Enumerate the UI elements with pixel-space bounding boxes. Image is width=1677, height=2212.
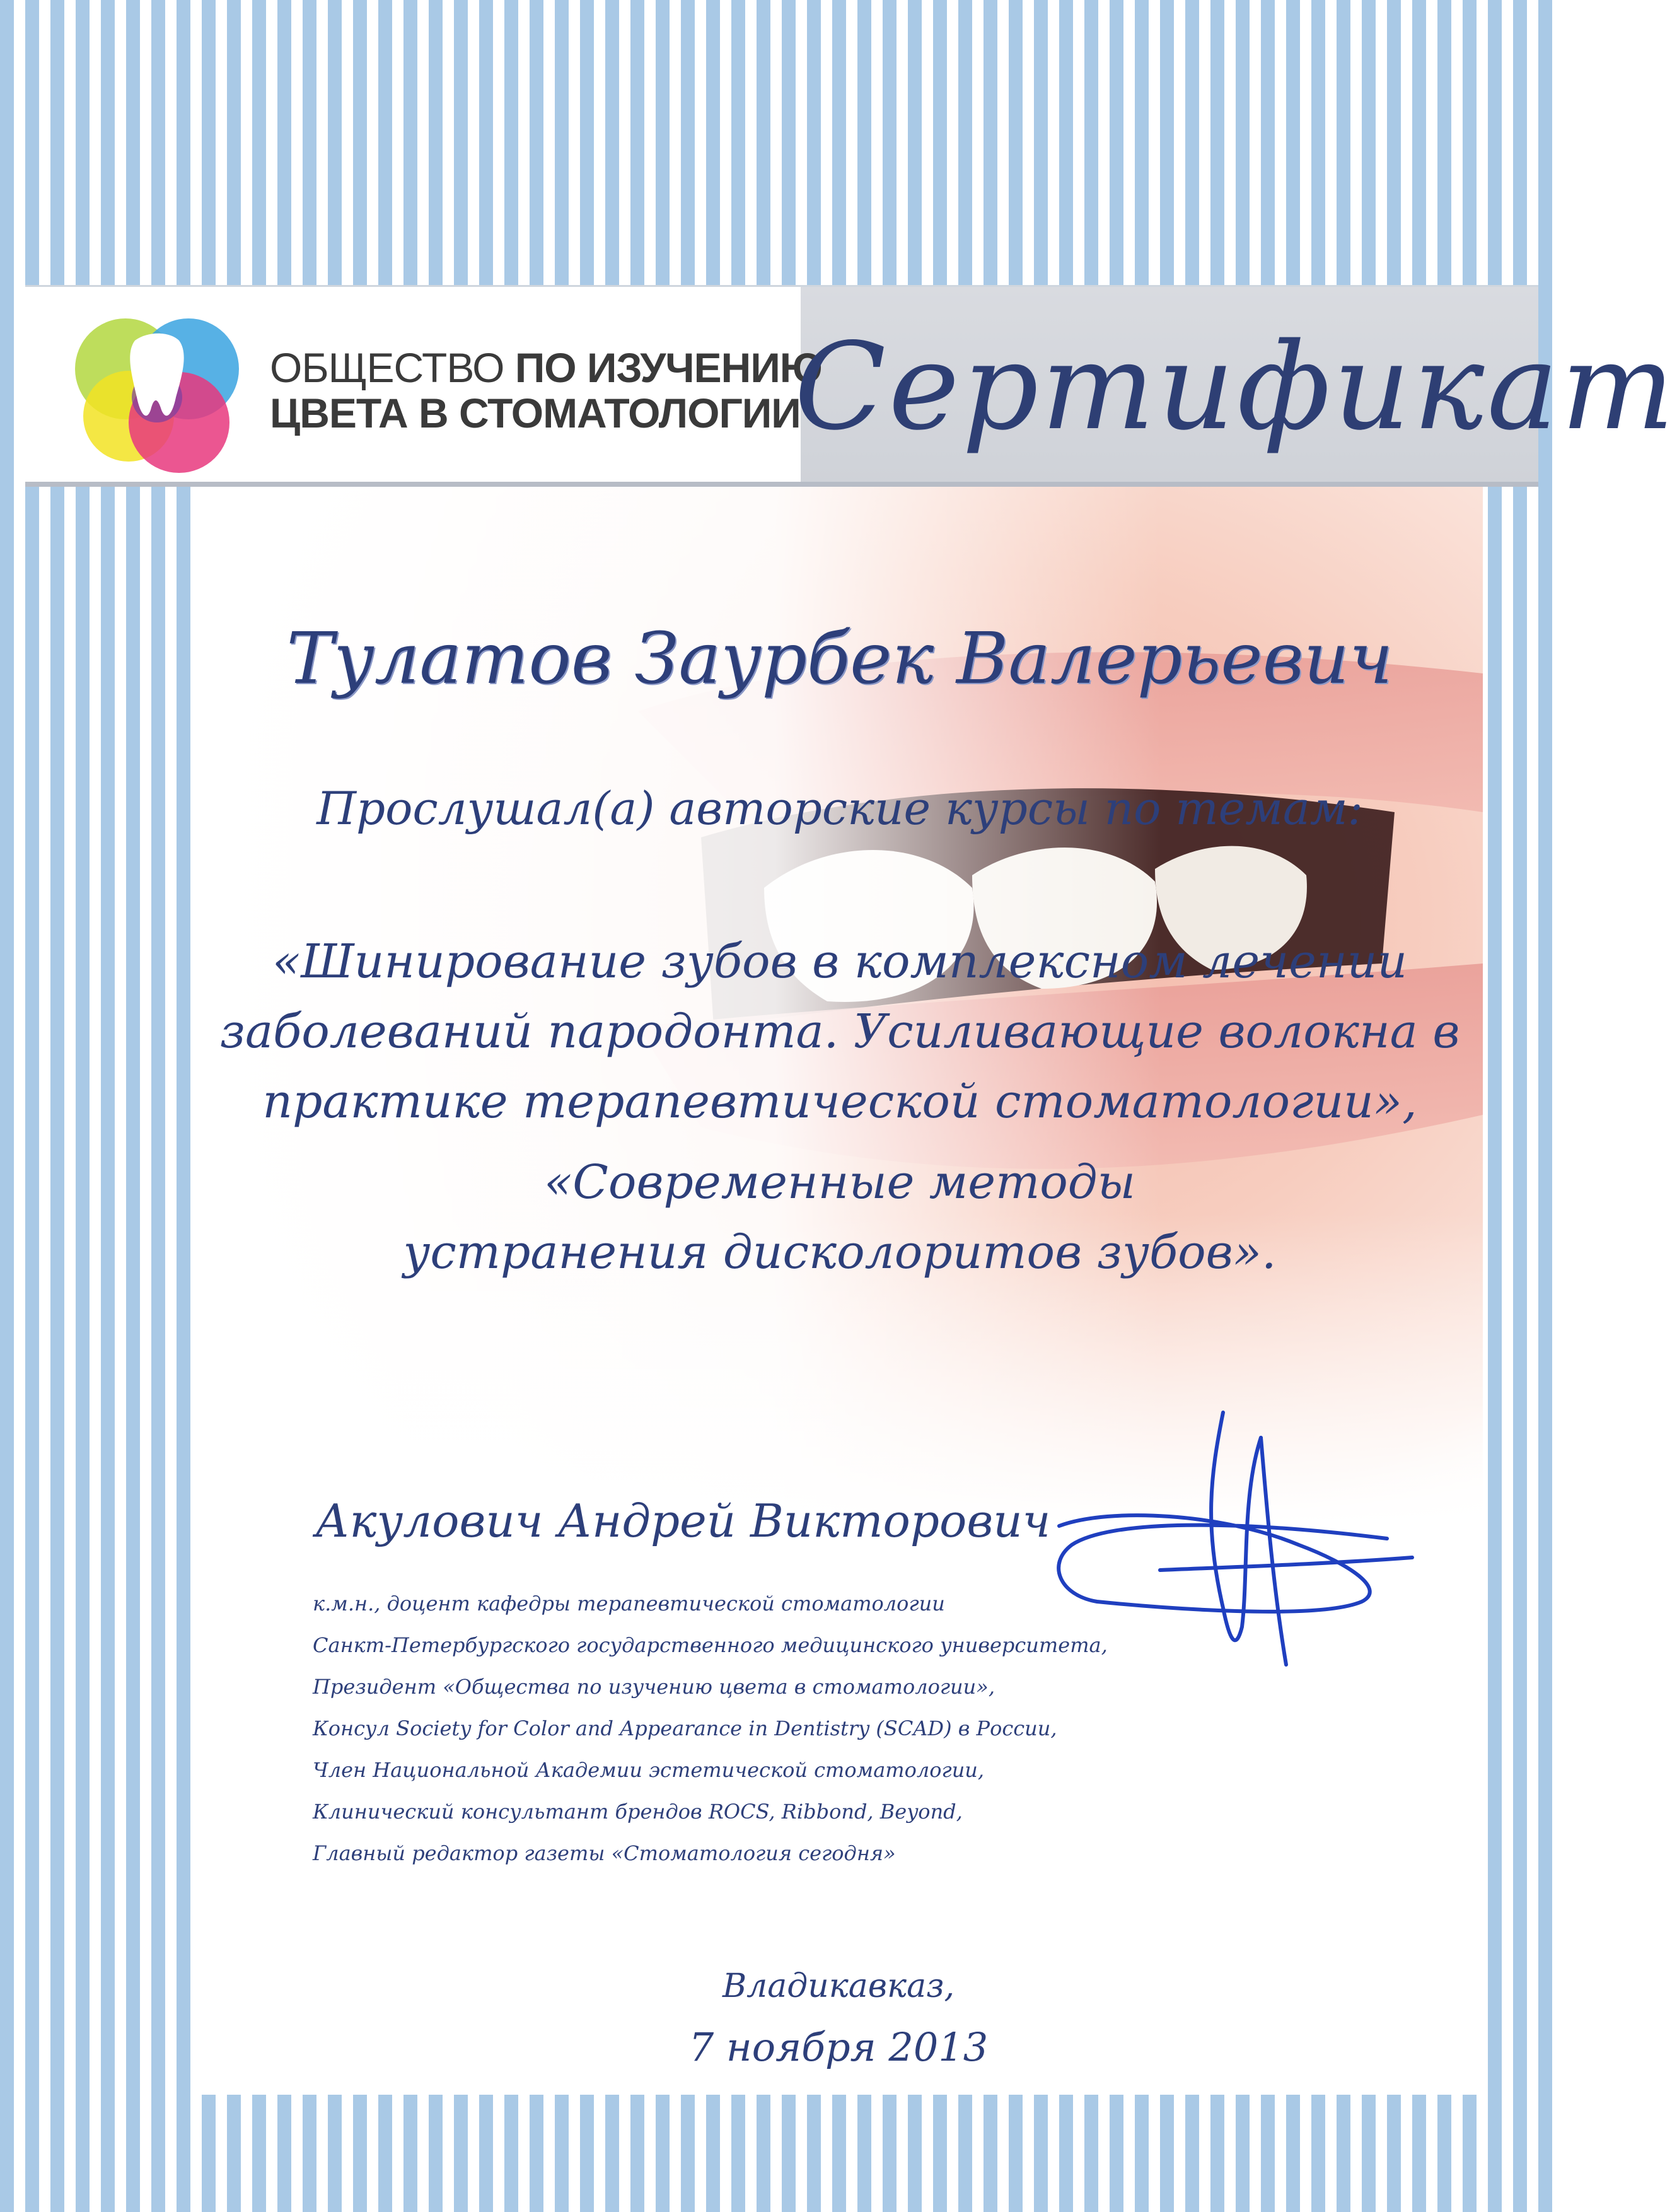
credential-line: к.м.н., доцент кафедры терапевтической стоматологии [313,1592,945,1615]
credential-line: Главный редактор газеты «Стоматология сегодня» [313,1841,896,1865]
course-1-line-3: практике терапевтической стоматологии», [262,1074,1417,1129]
course-2-line-1: «Современные методы [544,1155,1135,1209]
course-topic-1 [197,927,1483,1137]
issue-date: 7 ноября 2013 [688,2024,989,2070]
intro-text: Прослушал(а) авторские курсы по темам: [316,782,1363,835]
header-divider [25,482,1538,487]
credential-line: Санкт-Петербургского государственного медицинского университета, [313,1633,1108,1657]
organization-name [270,344,822,436]
course-1-line-1: «Шинирование зубов в комплексном лечении [272,934,1408,989]
signer-name: Акулович Андрей Викторович [315,1494,1051,1547]
course-topic-2 [197,1148,1483,1288]
handwritten-signature [1034,1400,1450,1677]
certificate-title: Сертификат [794,317,1677,457]
credential-line: Президент «Общества по изучению цвета в стоматологии», [313,1675,995,1699]
org-line-color-dentistry: ЦВЕТА В СТОМАТОЛОГИИ [270,390,801,436]
signer-credentials [313,1583,1132,1874]
course-2-line-2: устранения дисколоритов зубов». [403,1225,1277,1279]
recipient-name: Тулатов Заурбек Валерьевич [286,618,1393,700]
credential-line: Клинический консультант брендов ROCS, Ribbond, Beyond, [313,1800,963,1824]
issue-place: Владикавказ, [722,1967,955,2005]
credential-line: Консул Society for Color and Appearance in Dentistry (SCAD) в России, [313,1716,1057,1740]
credential-line: Член Национальной Академии эстетической стоматологии, [313,1758,985,1782]
org-word-study: ПО ИЗУЧЕНИЮ [514,344,822,391]
org-word-society: ОБЩЕСТВО [270,344,504,391]
course-1-line-2: заболеваний пародонта. Усиливающие волокна в [219,1004,1460,1059]
logo-circles-icon [53,303,261,479]
